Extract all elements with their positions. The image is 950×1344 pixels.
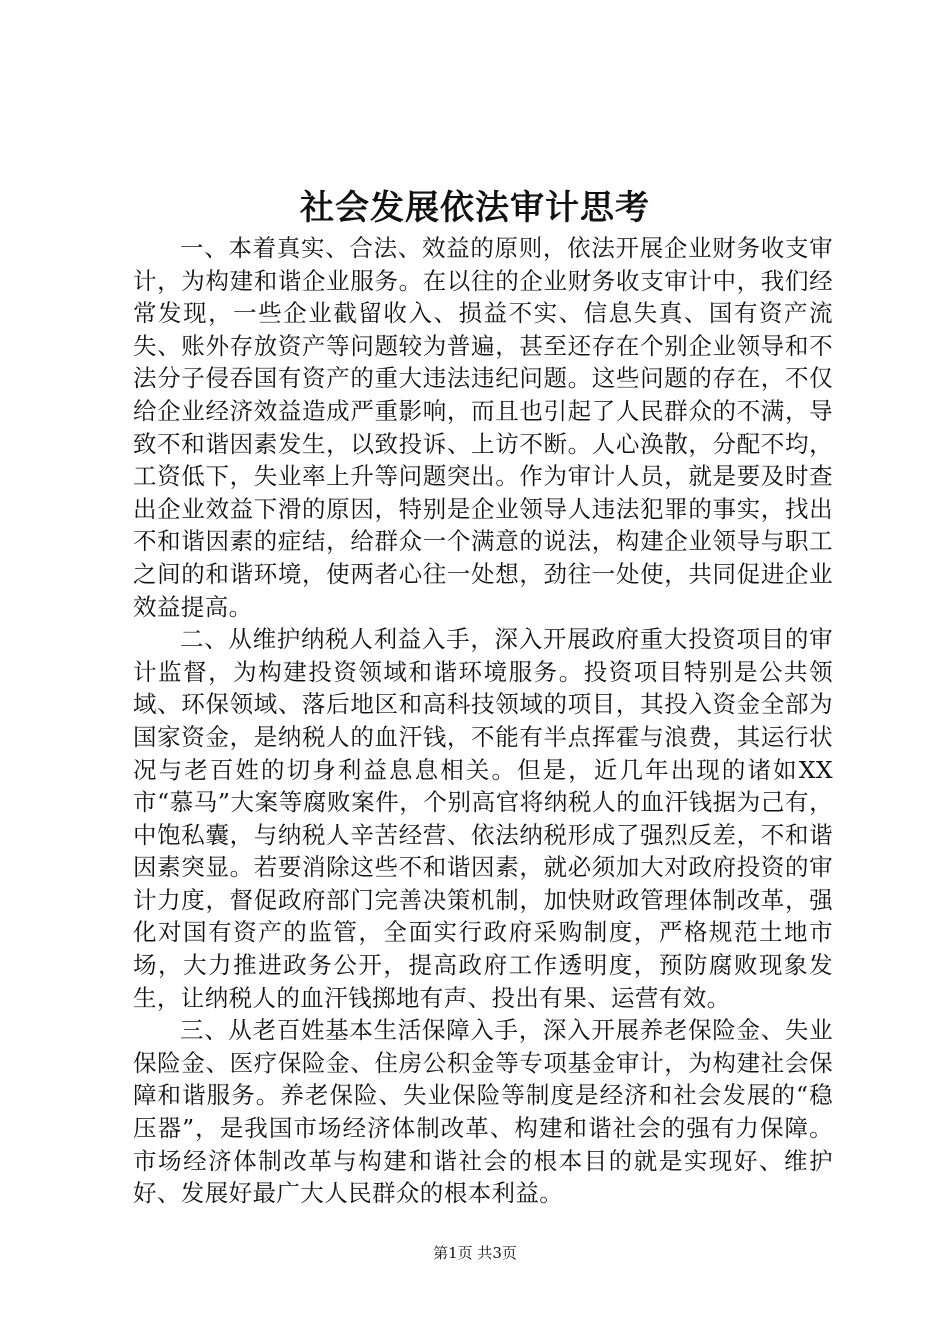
page-footer: 第1页 共3页 xyxy=(433,1244,517,1262)
page-title: 社会发展依法审计思考 xyxy=(300,188,650,228)
paragraph-1: 一、本着真实、合法、效益的原则，依法开展企业财务收支审计，为构建和谐企业服务。在以往的企业财务收支审计中，我们经常发现，一些企业截留收入、损益不实、信息失真、国有资产流失、账外存放资产等问题较为普遍，甚至还存在个别企业领导和不法分子侵吞国有资产的重大违法违纪问题。这些问题的存在，不仅给企业经济效益造成严重影响，而且也引起了人民群众的不满，导致不和谐因素发生，以致投诉、上访不断。人心涣散，分配不均，工资低下，失业率上升等问题突出。作为审计人员，就是要及时查出企业效益下滑的原因，特别是企业领导人违法犯罪的事实，找出不和谐因素的症结，给群众一个满意的说法，构建企业领导与职工之间的和谐环境，使两者心往一处想，劲往一处使，共同促进企业效益提高。 xyxy=(133,234,833,621)
paragraph-2: 二、从维护纳税人利益入手，深入开展政府重大投资项目的审计监督，为构建投资领域和谐环境服务。投资项目特别是公共领域、环保领域、落后地区和高科技领域的项目，其投入资金全部为国家资金，是纳税人的血汗钱，不能有半点挥霍与浪费，其运行状况与老百姓的切身利益息息相关。但是，近几年出现的诸如XX市“慕马”大案等腐败案件，个别高官将纳税人的血汗钱据为己有，中饱私囊，与纳税人辛苦经营、依法纳税形成了强烈反差，不和谐因素突显。若要消除这些不和谐因素，就必须加大对政府投资的审计力度，督促政府部门完善决策机制，加快财政管理体制改革，强化对国有资产的监管，全面实行政府采购制度，严格规范土地市场，大力推进政务公开，提高政府工作透明度，预防腐败现象发生，让纳税人的血汗钱掷地有声、投出有果、运营有效。 xyxy=(133,625,833,1012)
paragraph-3: 三、从老百姓基本生活保障入手，深入开展养老保险金、失业保险金、医疗保险金、住房公积金等专项基金审计，为构建社会保障和谐服务。养老保险、失业保险等制度是经济和社会发展的“稳压器”，是我国市场经济体制改革、构建和谐社会的强有力保障。市场经济体制改革与构建和谐社会的根本目的就是实现好、维护好、发展好最广大人民群众的根本利益。 xyxy=(133,1016,833,1208)
document-body xyxy=(133,232,833,1210)
